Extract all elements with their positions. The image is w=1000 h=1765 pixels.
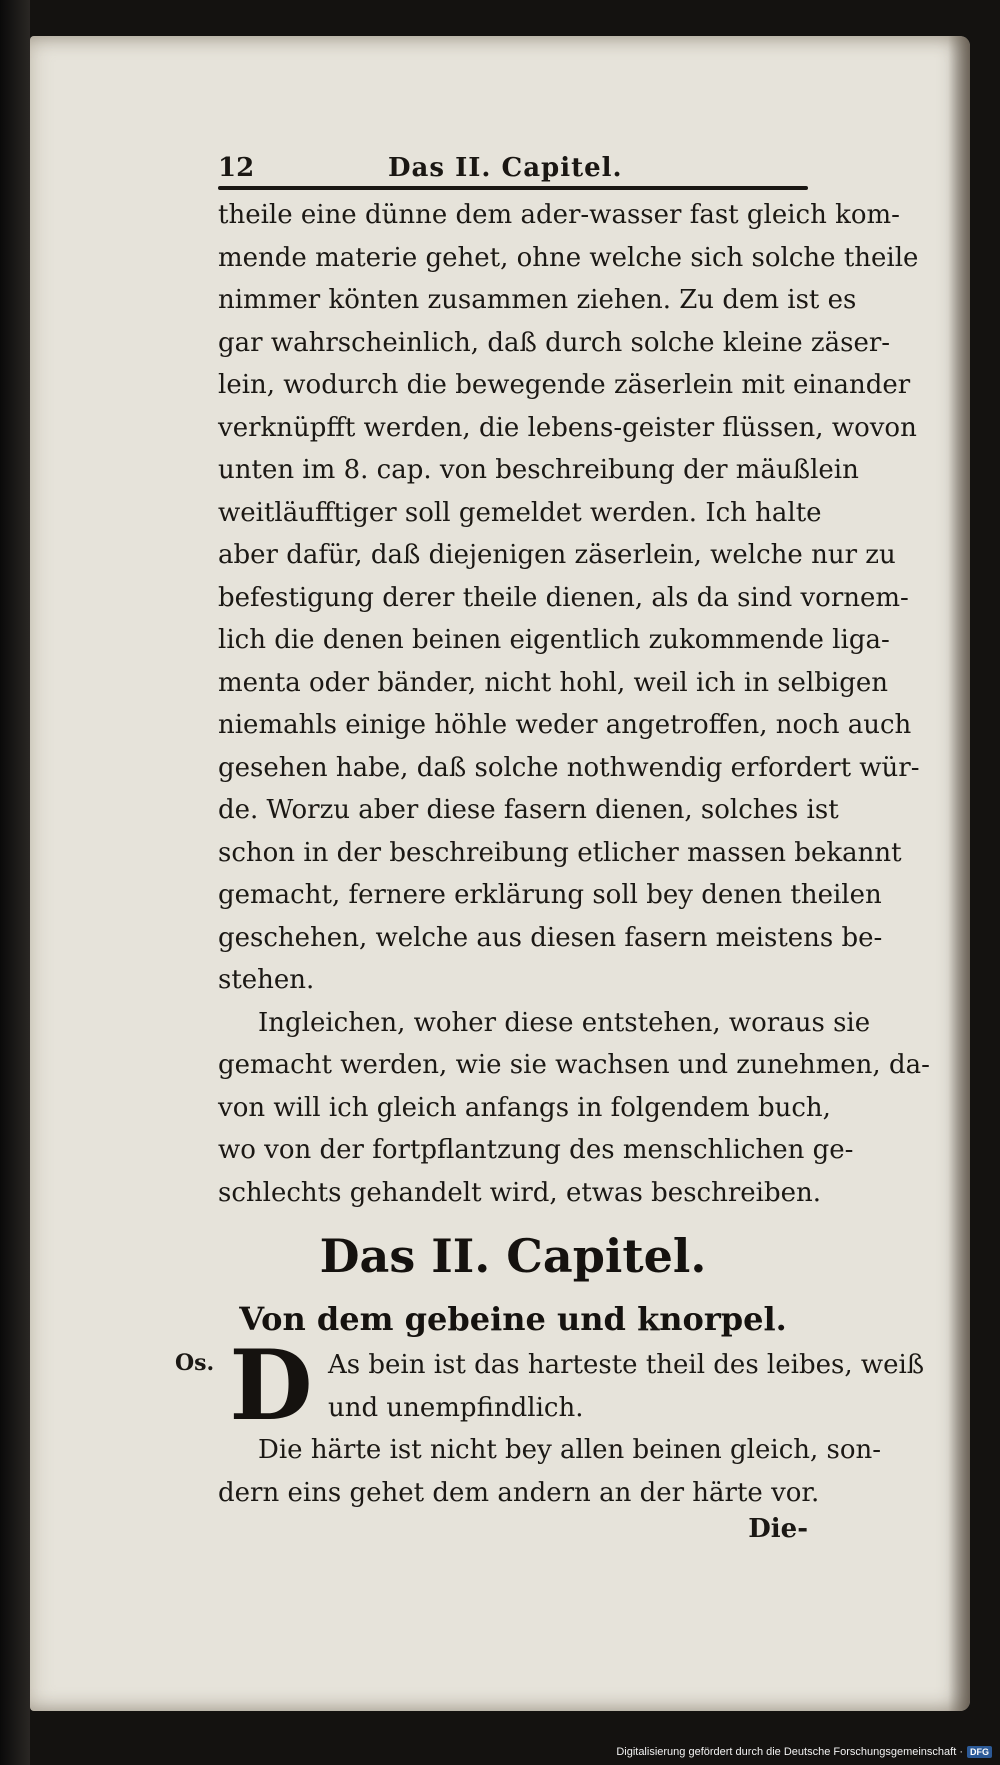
text-line: weitläufftiger soll gemeldet werden. Ich halte — [218, 497, 822, 528]
text-line: dern eins gehet dem andern an der härte vor. — [218, 1477, 820, 1508]
text-line: niemahls einige höhle weder angetroffen, noch auch — [218, 710, 912, 740]
chapter-heading: Das II. Capitel. — [319, 1229, 707, 1283]
text-line: Ingleichen, woher diese entstehen, woraus sie — [258, 1007, 871, 1038]
text-line: mende materie gehet, ohne welche sich solche theile — [218, 242, 919, 273]
chapter-text — [218, 1344, 925, 1514]
text-line: lein, wodurch die bewegende zäserlein mit einander — [218, 370, 911, 400]
credit-text: Digitalisierung gefördert durch die Deutsche Forschungsgemeinschaft · — [616, 1746, 963, 1758]
running-head — [218, 150, 798, 186]
text-line: geschehen, welche aus diesen fasern meistens be- — [218, 922, 883, 953]
text-line: de. Worzu aber diese fasern dienen, solches ist — [218, 795, 839, 825]
dfg-logo: DFG — [967, 1746, 992, 1758]
text-line: stehen. — [218, 965, 315, 995]
head-rule — [218, 186, 808, 190]
chapter-subtitle: Von dem gebeine und knorpel. — [239, 1300, 787, 1338]
text-line: Die härte ist nicht bey allen beinen gleich, son- — [258, 1435, 882, 1465]
text-line: gemacht werden, wie sie wachsen und zunehmen, da- — [218, 1050, 930, 1080]
text-line: nimmer könten zusammen ziehen. Zu dem ist es — [218, 285, 857, 315]
page-number: 12 — [218, 153, 255, 183]
text-line: menta oder bänder, nicht hohl, weil ich in selbigen — [218, 667, 888, 698]
text-line: lich die denen beinen eigentlich zukommende liga- — [218, 625, 890, 655]
text-line: und unempfindlich. — [328, 1392, 584, 1423]
text-line: verknüpfft werden, die lebens-geister flüssen, wovon — [218, 412, 917, 443]
text-line: befestigung derer theile dienen, als da sind vornem- — [218, 582, 909, 613]
text-line: schon in der beschreibung etlicher massen bekannt — [218, 837, 902, 868]
text-line: As bein ist das harteste theil des leibes, weiß — [328, 1350, 925, 1380]
text-line: aber dafür, daß diejenigen zäserlein, welche nur zu — [218, 540, 896, 570]
catchword: Die- — [748, 1514, 808, 1544]
text-line: von will ich gleich anfangs in folgendem buch, — [218, 1092, 831, 1123]
page-edge-shadow — [948, 36, 970, 1711]
decorated-initial: D — [229, 1329, 313, 1442]
text-line: gemacht, fernere erklärung soll bey denen theilen — [218, 880, 882, 910]
digitization-credit — [616, 1745, 992, 1759]
text-line: theile eine dünne dem ader-wasser fast gleich kom- — [218, 200, 900, 230]
body-text — [218, 194, 930, 1214]
text-line: unten im 8. cap. von beschreibung der mäußlein — [218, 455, 859, 485]
margin-note: Os. — [175, 1350, 215, 1376]
text-line: schlechts gehandelt wird, etwas beschreiben. — [218, 1177, 822, 1208]
book-spine-shadow — [0, 0, 30, 1765]
running-head-title: Das II. Capitel. — [388, 153, 623, 183]
text-line: wo von der fortpflantzung des menschlichen ge- — [218, 1135, 854, 1165]
text-line: gesehen habe, daß solche nothwendig erfordert wür- — [218, 752, 920, 783]
text-line: gar wahrscheinlich, daß durch solche kleine zäser- — [218, 327, 891, 358]
